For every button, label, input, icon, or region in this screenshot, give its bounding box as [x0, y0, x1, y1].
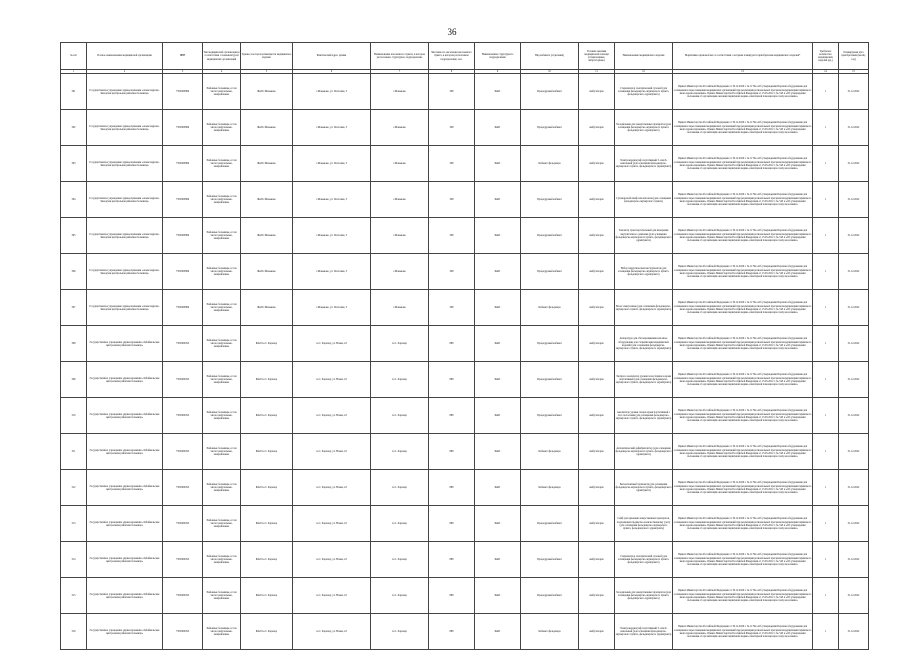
- building-name: ФАП п.ст. Харанор: [241, 542, 293, 578]
- building-name: ФАП п.ст. Харанор: [241, 506, 293, 542]
- organization-name: Государственное учреждение здравоохранения «Александрово-Заводская центральная районная больница»: [87, 182, 163, 218]
- legal-act: Приказ Министерства Российской Федерации от 30.12.2020 г. № 1179н «Об утверждении Перечня оборудования для оснащения и переоснащения медицинских организаций при реализации региональных программ модернизации первичного звена здравоохранения». Приказ Министерства Российской Федерации от 15.05.2012 г. № 543 н «Об утверждении положения об организации оказания первичной медико-санитарной помощи взрослому населению»: [673, 578, 813, 614]
- purchase-date: 31.12.2022: [839, 182, 869, 218]
- device-name: Электрокардиограф портативный 3- или 6- канальный (для оснащения фельдшерско-акушерского пункта, фельдшерского здравпункта): [615, 614, 673, 650]
- settlement-name: п.ст. Харанор: [371, 578, 429, 614]
- quantity-value: 1: [813, 614, 839, 650]
- row-number: 315: [61, 578, 87, 614]
- inn-value: 7505000050: [163, 326, 203, 362]
- row-number: 308: [61, 326, 87, 362]
- purchase-date: 31.12.2022: [839, 506, 869, 542]
- building-address: с.Маньково, ул. Почтовая, 3: [293, 290, 371, 326]
- population-value: 888: [429, 326, 475, 362]
- organization-name: Государственное учреждение здравоохранения «Александрово-Заводская центральная районная больница»: [87, 74, 163, 110]
- population-value: 888: [429, 506, 475, 542]
- population-value: 888: [429, 578, 475, 614]
- device-name: Бесконтактный термометр (для оснащения фельдшерско-акушерского пункта, фельдшерского здравпункта): [615, 470, 673, 506]
- device-name: Анализатор уровня сахара крови портативный с тест-полосками (для оснащения фельдшерско-акушерского пункта, фельдшерского здравпункта): [615, 398, 673, 434]
- care-conditions: Амбулаторно: [579, 326, 615, 362]
- building-address: с.Маньково, ул. Почтовая, 3: [293, 110, 371, 146]
- population-value: 308: [429, 74, 475, 110]
- cabinet-type: Процедурный кабинет: [521, 506, 579, 542]
- settlement-name: п.ст. Харанор: [371, 434, 429, 470]
- population-value: 888: [429, 542, 475, 578]
- organization-name: Государственное учреждение здравоохранения «Забайкальская центральная районная больница»: [87, 326, 163, 362]
- table-body: [61, 74, 869, 650]
- inn-value: 7503000896: [163, 74, 203, 110]
- unit-name: ФАП: [475, 470, 521, 506]
- row-number: 302: [61, 110, 87, 146]
- building-name: ФАП г.Маньково: [241, 218, 293, 254]
- building-name: ФАП п.ст. Харанор: [241, 326, 293, 362]
- organization-name: Государственное учреждение здравоохранения «Александрово-Заводская центральная районная больница»: [87, 146, 163, 182]
- building-name: ФАП г.Маньково: [241, 110, 293, 146]
- organization-type: Районные больницы, в том числе центральные, межрайонные: [203, 146, 241, 182]
- cabinet-type: Процедурный кабинет: [521, 326, 579, 362]
- organization-type: Районные больницы, в том числе центральные, межрайонные: [203, 362, 241, 398]
- building-name: ФАП г.Маньково: [241, 146, 293, 182]
- column-number: 11: [579, 70, 615, 74]
- table-row: [61, 110, 869, 146]
- organization-type: Районные больницы, в том числе центральные, межрайонные: [203, 578, 241, 614]
- legal-act: Приказ Министерства Российской Федерации от 30.12.2020 г. № 1179н «Об утверждении Перечня оборудования для оснащения и переоснащения медицинских организаций при реализации региональных программ модернизации первичного звена здравоохранения». Приказ Министерства Российской Федерации от 15.05.2012 г. № 543 н «Об утверждении положения об организации оказания первичной медико-санитарной помощи взрослому населению»: [673, 362, 813, 398]
- care-conditions: Амбулаторно: [579, 434, 615, 470]
- unit-name: ФАП: [475, 326, 521, 362]
- purchase-date: 31.12.2022: [839, 470, 869, 506]
- column-number: 3: [163, 70, 203, 74]
- building-address: п.ст. Харанор, ул. Новая, 22: [293, 578, 371, 614]
- organization-type: Районные больницы, в том числе центральные, межрайонные: [203, 614, 241, 650]
- device-name: Автоматический дефибриллятор (для оснащения фельдшерско-акушерского пункта, фельдшерского здравпункта): [615, 434, 673, 470]
- device-name: Сейф для хранения лекарственных препаратов, подлежащих предметно-количественному учету (для оснащения фельдшерско-акушерского пункта, фельдшерского здравпункта): [615, 506, 673, 542]
- column-number: 13: [673, 70, 813, 74]
- unit-name: ФАП: [475, 290, 521, 326]
- quantity-value: 1: [813, 218, 839, 254]
- quantity-value: 1: [813, 146, 839, 182]
- building-name: ФАП п.ст. Харанор: [241, 434, 293, 470]
- building-address: п.ст. Харанор, ул. Новая, 22: [293, 398, 371, 434]
- unit-name: ФАП: [475, 74, 521, 110]
- column-header: № п/п: [61, 43, 87, 70]
- building-address: п.ст. Харанор, ул. Новая, 22: [293, 362, 371, 398]
- quantity-value: 1: [813, 542, 839, 578]
- legal-act: Приказ Министерства Российской Федерации от 30.12.2020 г. № 1179н «Об утверждении Перечня оборудования для оснащения и переоснащения медицинских организаций при реализации региональных программ модернизации первичного звена здравоохранения». Приказ Министерства Российской Федерации от 15.05.2012 г. № 543 н «Об утверждении положения об организации оказания первичной медико-санитарной помощи взрослому населению»: [673, 326, 813, 362]
- organization-name: Государственное учреждение здравоохранения «Забайкальская центральная районная больница»: [87, 614, 163, 650]
- table-row: [61, 218, 869, 254]
- table-row: [61, 506, 869, 542]
- organization-type: Районные больницы, в том числе центральные, межрайонные: [203, 506, 241, 542]
- inn-value: 7505000050: [163, 542, 203, 578]
- unit-name: ФАП: [475, 146, 521, 182]
- device-name: Холодильник для лекарственных препаратов (для оснащения фельдшерско-акушерского пункта, фельдшерского здравпункта): [615, 578, 673, 614]
- population-value: 308: [429, 182, 475, 218]
- unit-name: ФАП: [475, 506, 521, 542]
- purchase-date: 31.12.2022: [839, 218, 869, 254]
- page-number: 36: [447, 27, 457, 37]
- organization-name: Государственное учреждение здравоохранения «Забайкальская центральная районная больница»: [87, 434, 163, 470]
- care-conditions: Амбулаторно: [579, 362, 615, 398]
- unit-name: ФАП: [475, 110, 521, 146]
- settlement-name: с.Маньково: [371, 74, 429, 110]
- column-number: 6: [293, 70, 371, 74]
- population-value: 308: [429, 254, 475, 290]
- building-address: с.Маньково, ул. Почтовая, 3: [293, 146, 371, 182]
- row-number: 309: [61, 362, 87, 398]
- table-row: [61, 398, 869, 434]
- settlement-name: с.Маньково: [371, 146, 429, 182]
- inn-value: 7505000050: [163, 434, 203, 470]
- organization-name: Государственное учреждение здравоохранения «Забайкальская центральная районная больница»: [87, 470, 163, 506]
- quantity-value: 1: [813, 290, 839, 326]
- quantity-value: 1: [813, 578, 839, 614]
- inn-value: 7503000896: [163, 290, 203, 326]
- building-address: п.ст. Харанор, ул. Новая, 22: [293, 434, 371, 470]
- care-conditions: Амбулаторно: [579, 614, 615, 650]
- organization-name: Государственное учреждение здравоохранения «Забайкальская центральная районная больница»: [87, 578, 163, 614]
- row-number: 306: [61, 254, 87, 290]
- quantity-value: 1: [813, 326, 839, 362]
- purchase-date: 31.12.2022: [839, 434, 869, 470]
- care-conditions: Амбулаторно: [579, 254, 615, 290]
- organization-type: Районные больницы, в том числе центральные, межрайонные: [203, 290, 241, 326]
- population-value: 888: [429, 362, 475, 398]
- inn-value: 7505000050: [163, 362, 203, 398]
- care-conditions: Амбулаторно: [579, 218, 615, 254]
- settlement-name: п.ст. Харанор: [371, 506, 429, 542]
- column-header: Требуемое количество медицинских изделий (ед.): [813, 43, 839, 70]
- table-row: [61, 542, 869, 578]
- population-value: 888: [429, 398, 475, 434]
- inn-value: 7505000050: [163, 578, 203, 614]
- organization-type: Районные больницы, в том числе центральные, межрайонные: [203, 254, 241, 290]
- quantity-value: 1: [813, 362, 839, 398]
- unit-name: ФАП: [475, 398, 521, 434]
- unit-name: ФАП: [475, 362, 521, 398]
- column-header: Фактический адрес здания: [293, 43, 371, 70]
- legal-act: Приказ Министерства Российской Федерации от 30.12.2020 г. № 1179н «Об утверждении Перечня оборудования для оснащения и переоснащения медицинских организаций при реализации региональных программ модернизации первичного звена здравоохранения». Приказ Министерства Российской Федерации от 15.05.2012 г. № 543 н «Об утверждении положения об организации оказания первичной медико-санитарной помощи взрослому населению»: [673, 398, 813, 434]
- legal-act: Приказ Министерства Российской Федерации от 30.12.2020 г. № 1179н «Об утверждении Перечня оборудования для оснащения и переоснащения медицинских организаций при реализации региональных программ модернизации первичного звена здравоохранения». Приказ Министерства Российской Федерации от 15.05.2012 г. № 543 н «Об утверждении положения об организации оказания первичной медико-санитарной помощи взрослому населению»: [673, 542, 813, 578]
- care-conditions: Амбулаторно: [579, 506, 615, 542]
- organization-name: Государственное учреждение здравоохранения «Забайкальская центральная районная больница»: [87, 506, 163, 542]
- quantity-value: 1: [813, 506, 839, 542]
- inn-value: 7503000896: [163, 146, 203, 182]
- care-conditions: Амбулаторно: [579, 542, 615, 578]
- purchase-date: 31.12.2022: [839, 254, 869, 290]
- organization-name: Государственное учреждение здравоохранения «Александрово-Заводская центральная районная больница»: [87, 218, 163, 254]
- row-number: 316: [61, 614, 87, 650]
- unit-name: ФАП: [475, 578, 521, 614]
- table-row: [61, 182, 869, 218]
- population-value: 888: [429, 470, 475, 506]
- inn-value: 7503000896: [163, 182, 203, 218]
- purchase-date: 31.12.2022: [839, 614, 869, 650]
- device-name: Стерилизатор электрический суховой (для оснащения фельдшерско-акушерского пункта, фельдшерского здравпункта): [615, 74, 673, 110]
- table-row: [61, 326, 869, 362]
- building-address: п.ст. Харанор, ул. Новая, 22: [293, 542, 371, 578]
- settlement-name: с.Маньково: [371, 254, 429, 290]
- building-name: ФАП п.ст. Харанор: [241, 398, 293, 434]
- care-conditions: Амбулаторно: [579, 290, 615, 326]
- purchase-date: 31.12.2022: [839, 74, 869, 110]
- column-header: Планируемая дата приобретения (месяц, год): [839, 43, 869, 70]
- row-number: 307: [61, 290, 87, 326]
- building-name: ФАП п.ст. Харанор: [241, 362, 293, 398]
- organization-type: Районные больницы, в том числе центральные, межрайонные: [203, 542, 241, 578]
- column-header: Наименование населенного пункта, в котором расположено структурное подразделение: [371, 43, 429, 70]
- care-conditions: Амбулаторно: [579, 578, 615, 614]
- column-header: Численность населения населенного пункта, в котором расположено подразделение, чел.: [429, 43, 475, 70]
- column-number: 1: [61, 70, 87, 74]
- settlement-name: п.ст. Харанор: [371, 398, 429, 434]
- legal-act: Приказ Министерства Российской Федерации от 30.12.2020 г. № 1179н «Об утверждении Перечня оборудования для оснащения и переоснащения медицинских организаций при реализации региональных программ модернизации первичного звена здравоохранения». Приказ Министерства Российской Федерации от 15.05.2012 г. № 543 н «Об утверждении положения об организации оказания первичной медико-санитарной помощи взрослому населению»: [673, 146, 813, 182]
- device-name: Экспресс-анализатор уровня холестерина в крови портативный (для оснащения фельдшерско-акушерского пункта, фельдшерского здравпункта): [615, 362, 673, 398]
- table-row: [61, 146, 869, 182]
- device-name: Сухожаровой шкаф или автоклав (для оснащения фельдшерско-акушерского пункта): [615, 182, 673, 218]
- settlement-name: с.Маньково: [371, 182, 429, 218]
- quantity-value: 1: [813, 434, 839, 470]
- building-address: п.ст. Харанор, ул. Новая, 22: [293, 614, 371, 650]
- organization-type: Районные больницы, в том числе центральные, межрайонные: [203, 434, 241, 470]
- cabinet-type: Кабинет фельдшера: [521, 614, 579, 650]
- cabinet-type: Процедурный кабинет: [521, 542, 579, 578]
- cabinet-type: Процедурный кабинет: [521, 362, 579, 398]
- device-name: Стерилизатор электрический суховой (для оснащения фельдшерско-акушерского пункта, фельдшерского здравпункта): [615, 542, 673, 578]
- row-number: 301: [61, 74, 87, 110]
- unit-name: ФАП: [475, 434, 521, 470]
- device-name: Набор хирургических инструментов (для оснащения фельдшерско-акушерского пункта, фельдшерского здравпункта): [615, 254, 673, 290]
- unit-name: ФАП: [475, 218, 521, 254]
- organization-name: Государственное учреждение здравоохранения «Александрово-Заводская центральная районная больница»: [87, 110, 163, 146]
- unit-name: ФАП: [475, 182, 521, 218]
- building-address: п.ст. Харанор, ул. Новая, 22: [293, 326, 371, 362]
- table-row: [61, 254, 869, 290]
- inn-value: 7503000896: [163, 218, 203, 254]
- care-conditions: Амбулаторно: [579, 74, 615, 110]
- column-number: 5: [241, 70, 293, 74]
- population-value: 308: [429, 146, 475, 182]
- row-number: 313: [61, 506, 87, 542]
- population-value: 308: [429, 218, 475, 254]
- cabinet-type: Процедурный кабинет: [521, 578, 579, 614]
- settlement-name: с.Маньково: [371, 218, 429, 254]
- table-row: [61, 290, 869, 326]
- settlement-name: с.Маньково: [371, 110, 429, 146]
- population-value: 888: [429, 614, 475, 650]
- quantity-value: 1: [813, 182, 839, 218]
- population-value: 888: [429, 434, 475, 470]
- population-value: 308: [429, 290, 475, 326]
- table-row: [61, 362, 869, 398]
- column-number: 4: [203, 70, 241, 74]
- organization-type: Районные больницы, в том числе центральные, межрайонные: [203, 110, 241, 146]
- care-conditions: Амбулаторно: [579, 146, 615, 182]
- unit-name: ФАП: [475, 614, 521, 650]
- organization-type: Районные больницы, в том числе центральные, межрайонные: [203, 326, 241, 362]
- quantity-value: 1: [813, 470, 839, 506]
- table-row: [61, 74, 869, 110]
- building-address: п.ст. Харанор, ул. Новая, 22: [293, 506, 371, 542]
- cabinet-type: Кабинет фельдшера: [521, 470, 579, 506]
- column-header: Наименование структурного подразделения: [475, 43, 521, 70]
- quantity-value: 1: [813, 398, 839, 434]
- column-number: 7: [371, 70, 429, 74]
- legal-act: Приказ Министерства Российской Федерации от 30.12.2020 г. № 1179н «Об утверждении Перечня оборудования для оснащения и переоснащения медицинских организаций при реализации региональных программ модернизации первичного звена здравоохранения». Приказ Министерства Российской Федерации от 15.05.2012 г. № 543 н «Об утверждении положения об организации оказания первичной медико-санитарной помощи взрослому населению»: [673, 506, 813, 542]
- care-conditions: Амбулаторно: [579, 110, 615, 146]
- purchase-date: 31.12.2022: [839, 110, 869, 146]
- care-conditions: Амбулаторно: [579, 182, 615, 218]
- column-header: Полное наименование медицинской организации: [87, 43, 163, 70]
- legal-act: Приказ Министерства Российской Федерации от 30.12.2020 г. № 1179н «Об утверждении Перечня оборудования для оснащения и переоснащения медицинских организаций при реализации региональных программ модернизации первичного звена здравоохранения». Приказ Министерства Российской Федерации от 15.05.2012 г. № 543 н «Об утверждении положения об организации оказания первичной медико-санитарной помощи взрослому населению»: [673, 434, 813, 470]
- building-address: с.Маньково, ул. Почтовая, 3: [293, 218, 371, 254]
- column-number: 2: [87, 70, 163, 74]
- cabinet-type: Процедурный кабинет: [521, 74, 579, 110]
- inn-value: 7503000896: [163, 110, 203, 146]
- column-header: ИНН: [163, 43, 203, 70]
- inn-value: 7503000896: [163, 254, 203, 290]
- purchase-date: 31.12.2022: [839, 146, 869, 182]
- row-number: 312: [61, 470, 87, 506]
- quantity-value: 1: [813, 254, 839, 290]
- population-value: 308: [429, 110, 475, 146]
- column-header: Вид кабинета (отделения): [521, 43, 579, 70]
- organization-name: Государственное учреждение здравоохранения «Забайкальская центральная районная больница»: [87, 542, 163, 578]
- building-name: ФАП г.Маньково: [241, 254, 293, 290]
- legal-act: Приказ Министерства Российской Федерации от 30.12.2020 г. № 1179н «Об утверждении Перечня оборудования для оснащения и переоснащения медицинских организаций при реализации региональных программ модернизации первичного звена здравоохранения». Приказ Министерства Российской Федерации от 15.05.2012 г. № 543 н «Об утверждении положения об организации оказания первичной медико-санитарной помощи взрослому населению»: [673, 614, 813, 650]
- device-name: Холодильник для лекарственных препаратов (для оснащения фельдшерско-акушерского пункта, фельдшерского здравпункта): [615, 110, 673, 146]
- organization-type: Районные больницы, в том числе центральные, межрайонные: [203, 218, 241, 254]
- column-number: 8: [429, 70, 475, 74]
- column-header: Здание, в котором размещается медицинское изделие: [241, 43, 293, 70]
- row-number: 314: [61, 542, 87, 578]
- table-row: [61, 614, 869, 650]
- building-name: ФАП п.ст. Харанор: [241, 470, 293, 506]
- legal-act: Приказ Министерства Российской Федерации от 30.12.2020 г. № 1179н «Об утверждении Перечня оборудования для оснащения и переоснащения медицинских организаций при реализации региональных программ модернизации первичного звена здравоохранения». Приказ Министерства Российской Федерации от 15.05.2012 г. № 543 н «Об утверждении положения об организации оказания первичной медико-санитарной помощи взрослому населению»: [673, 470, 813, 506]
- quantity-value: 1: [813, 110, 839, 146]
- legal-act: Приказ Министерства Российской Федерации от 30.12.2020 г. № 1179н «Об утверждении Перечня оборудования для оснащения и переоснащения медицинских организаций при реализации региональных программ модернизации первичного звена здравоохранения». Приказ Министерства Российской Федерации от 15.05.2012 г. № 543 н «Об утверждении положения об организации оказания первичной медико-санитарной помощи взрослому населению»: [673, 290, 813, 326]
- column-number: 12: [615, 70, 673, 74]
- cabinet-type: Процедурный кабинет: [521, 110, 579, 146]
- inn-value: 7505000050: [163, 398, 203, 434]
- settlement-name: п.ст. Харанор: [371, 470, 429, 506]
- legal-act: Приказ Министерства Российской Федерации от 30.12.2020 г. № 1179н «Об утверждении Перечня оборудования для оснащения и переоснащения медицинских организаций при реализации региональных программ модернизации первичного звена здравоохранения». Приказ Министерства Российской Федерации от 15.05.2012 г. № 543 н «Об утверждении положения об организации оказания первичной медико-санитарной помощи взрослому населению»: [673, 74, 813, 110]
- organization-name: Государственное учреждение здравоохранения «Забайкальская центральная районная больница»: [87, 362, 163, 398]
- row-number: 304: [61, 182, 87, 218]
- quantity-value: 1: [813, 74, 839, 110]
- column-header: Нормативно-правовой акт, в соответствии с которым планируется приобретение медицинского изделия*: [673, 43, 813, 70]
- purchase-date: 31.12.2022: [839, 362, 869, 398]
- building-name: ФАП п.ст. Харанор: [241, 578, 293, 614]
- building-name: ФАП г.Маньково: [241, 182, 293, 218]
- row-number: 305: [61, 218, 87, 254]
- organization-type: Районные больницы, в том числе центральные, межрайонные: [203, 470, 241, 506]
- organization-type: Районные больницы, в том числе центральные, межрайонные: [203, 74, 241, 110]
- table-row: [61, 578, 869, 614]
- inn-value: 7505000050: [163, 614, 203, 650]
- column-number: 15: [839, 70, 869, 74]
- row-number: 311: [61, 434, 87, 470]
- cabinet-type: Процедурный кабинет: [521, 218, 579, 254]
- cabinet-type: Процедурный кабинет: [521, 254, 579, 290]
- building-address: с.Маньково, ул. Почтовая, 3: [293, 74, 371, 110]
- purchase-date: 31.12.2022: [839, 578, 869, 614]
- purchase-date: 31.12.2022: [839, 542, 869, 578]
- building-name: ФАП г.Маньково: [241, 74, 293, 110]
- device-name: Весы электронные (для оснащения фельдшерско-акушерского пункта, фельдшерского здравпункта): [615, 290, 673, 326]
- inn-value: 7505000050: [163, 506, 203, 542]
- legal-act: Приказ Министерства Российской Федерации от 30.12.2020 г. № 1179н «Об утверждении Перечня оборудования для оснащения и переоснащения медицинских организаций при реализации региональных программ модернизации первичного звена здравоохранения». Приказ Министерства Российской Федерации от 15.05.2012 г. № 543 н «Об утверждении положения об организации оказания первичной медико-санитарной помощи взрослому населению»: [673, 254, 813, 290]
- cabinet-type: Кабинет фельдшера: [521, 146, 579, 182]
- row-number: 310: [61, 398, 87, 434]
- cabinet-type: Процедурный кабинет: [521, 398, 579, 434]
- device-name: Аппаратура для обеззараживания или иное оборудование для стерилизации медицинских изделий (для оснащения фельдшерско-акушерского пункта, фельдшерского здравпункта): [615, 326, 673, 362]
- table-row: [61, 434, 869, 470]
- building-address: с.Маньково, ул. Почтовая, 3: [293, 254, 371, 290]
- table-header-row: [61, 43, 869, 70]
- legal-act: Приказ Министерства Российской Федерации от 30.12.2020 г. № 1179н «Об утверждении Перечня оборудования для оснащения и переоснащения медицинских организаций при реализации региональных программ модернизации первичного звена здравоохранения». Приказ Министерства Российской Федерации от 15.05.2012 г. № 543 н «Об утверждении положения об организации оказания первичной медико-санитарной помощи взрослому населению»: [673, 110, 813, 146]
- care-conditions: Амбулаторно: [579, 398, 615, 434]
- equipment-table: [60, 42, 869, 650]
- organization-name: Государственное учреждение здравоохранения «Александрово-Заводская центральная районная больница»: [87, 254, 163, 290]
- cabinet-type: Кабинет фельдшера: [521, 290, 579, 326]
- cabinet-type: Процедурный кабинет: [521, 182, 579, 218]
- purchase-date: 31.12.2022: [839, 290, 869, 326]
- settlement-name: п.ст. Харанор: [371, 362, 429, 398]
- column-number: 14: [813, 70, 839, 74]
- organization-name: Государственное учреждение здравоохранения «Александрово-Заводская центральная районная больница»: [87, 290, 163, 326]
- building-name: ФАП п.ст. Харанор: [241, 614, 293, 650]
- inn-value: 7505000050: [163, 470, 203, 506]
- unit-name: ФАП: [475, 254, 521, 290]
- legal-act: Приказ Министерства Российской Федерации от 30.12.2020 г. № 1179н «Об утверждении Перечня оборудования для оснащения и переоснащения медицинских организаций при реализации региональных программ модернизации первичного звена здравоохранения». Приказ Министерства Российской Федерации от 15.05.2012 г. № 543 н «Об утверждении положения об организации оказания первичной медико-санитарной помощи взрослому населению»: [673, 182, 813, 218]
- device-name: Тонометр транспортабельный для измерения внутриглазного давления (для оснащения фельдшерско-акушерского пункта, фельдшерского здравпункта): [615, 218, 673, 254]
- purchase-date: 31.12.2022: [839, 326, 869, 362]
- column-number: 10: [521, 70, 579, 74]
- settlement-name: п.ст. Харанор: [371, 542, 429, 578]
- care-conditions: Амбулаторно: [579, 470, 615, 506]
- unit-name: ФАП: [475, 542, 521, 578]
- settlement-name: п.ст. Харанор: [371, 326, 429, 362]
- column-header: Условия оказания медицинской помощи (стационарные, амбулаторные): [579, 43, 615, 70]
- table-row: [61, 470, 869, 506]
- settlement-name: с.Маньково: [371, 290, 429, 326]
- column-header: Наименование медицинского изделия: [615, 43, 673, 70]
- settlement-name: п.ст. Харанор: [371, 614, 429, 650]
- purchase-date: 31.12.2022: [839, 398, 869, 434]
- building-name: ФАП г.Маньково: [241, 290, 293, 326]
- device-name: Электрокардиограф портативный 3- или 6- канальный (для оснащения фельдшерско-акушерского пункта, фельдшерского здравпункта): [615, 146, 673, 182]
- organization-type: Районные больницы, в том числе центральные, межрайонные: [203, 182, 241, 218]
- building-address: с.Маньково, ул. Почтовая, 3: [293, 182, 371, 218]
- organization-name: Государственное учреждение здравоохранения «Забайкальская центральная районная больница»: [87, 398, 163, 434]
- row-number: 303: [61, 146, 87, 182]
- building-address: п.ст. Харанор, ул. Новая, 22: [293, 470, 371, 506]
- organization-type: Районные больницы, в том числе центральные, межрайонные: [203, 398, 241, 434]
- column-header: Тип медицинской организации в соответствии с номенклатурой медицинских организаций: [203, 43, 241, 70]
- column-number: 9: [475, 70, 521, 74]
- legal-act: Приказ Министерства Российской Федерации от 30.12.2020 г. № 1179н «Об утверждении Перечня оборудования для оснащения и переоснащения медицинских организаций при реализации региональных программ модернизации первичного звена здравоохранения». Приказ Министерства Российской Федерации от 15.05.2012 г. № 543 н «Об утверждении положения об организации оказания первичной медико-санитарной помощи взрослому населению»: [673, 218, 813, 254]
- cabinet-type: Кабинет фельдшера: [521, 434, 579, 470]
